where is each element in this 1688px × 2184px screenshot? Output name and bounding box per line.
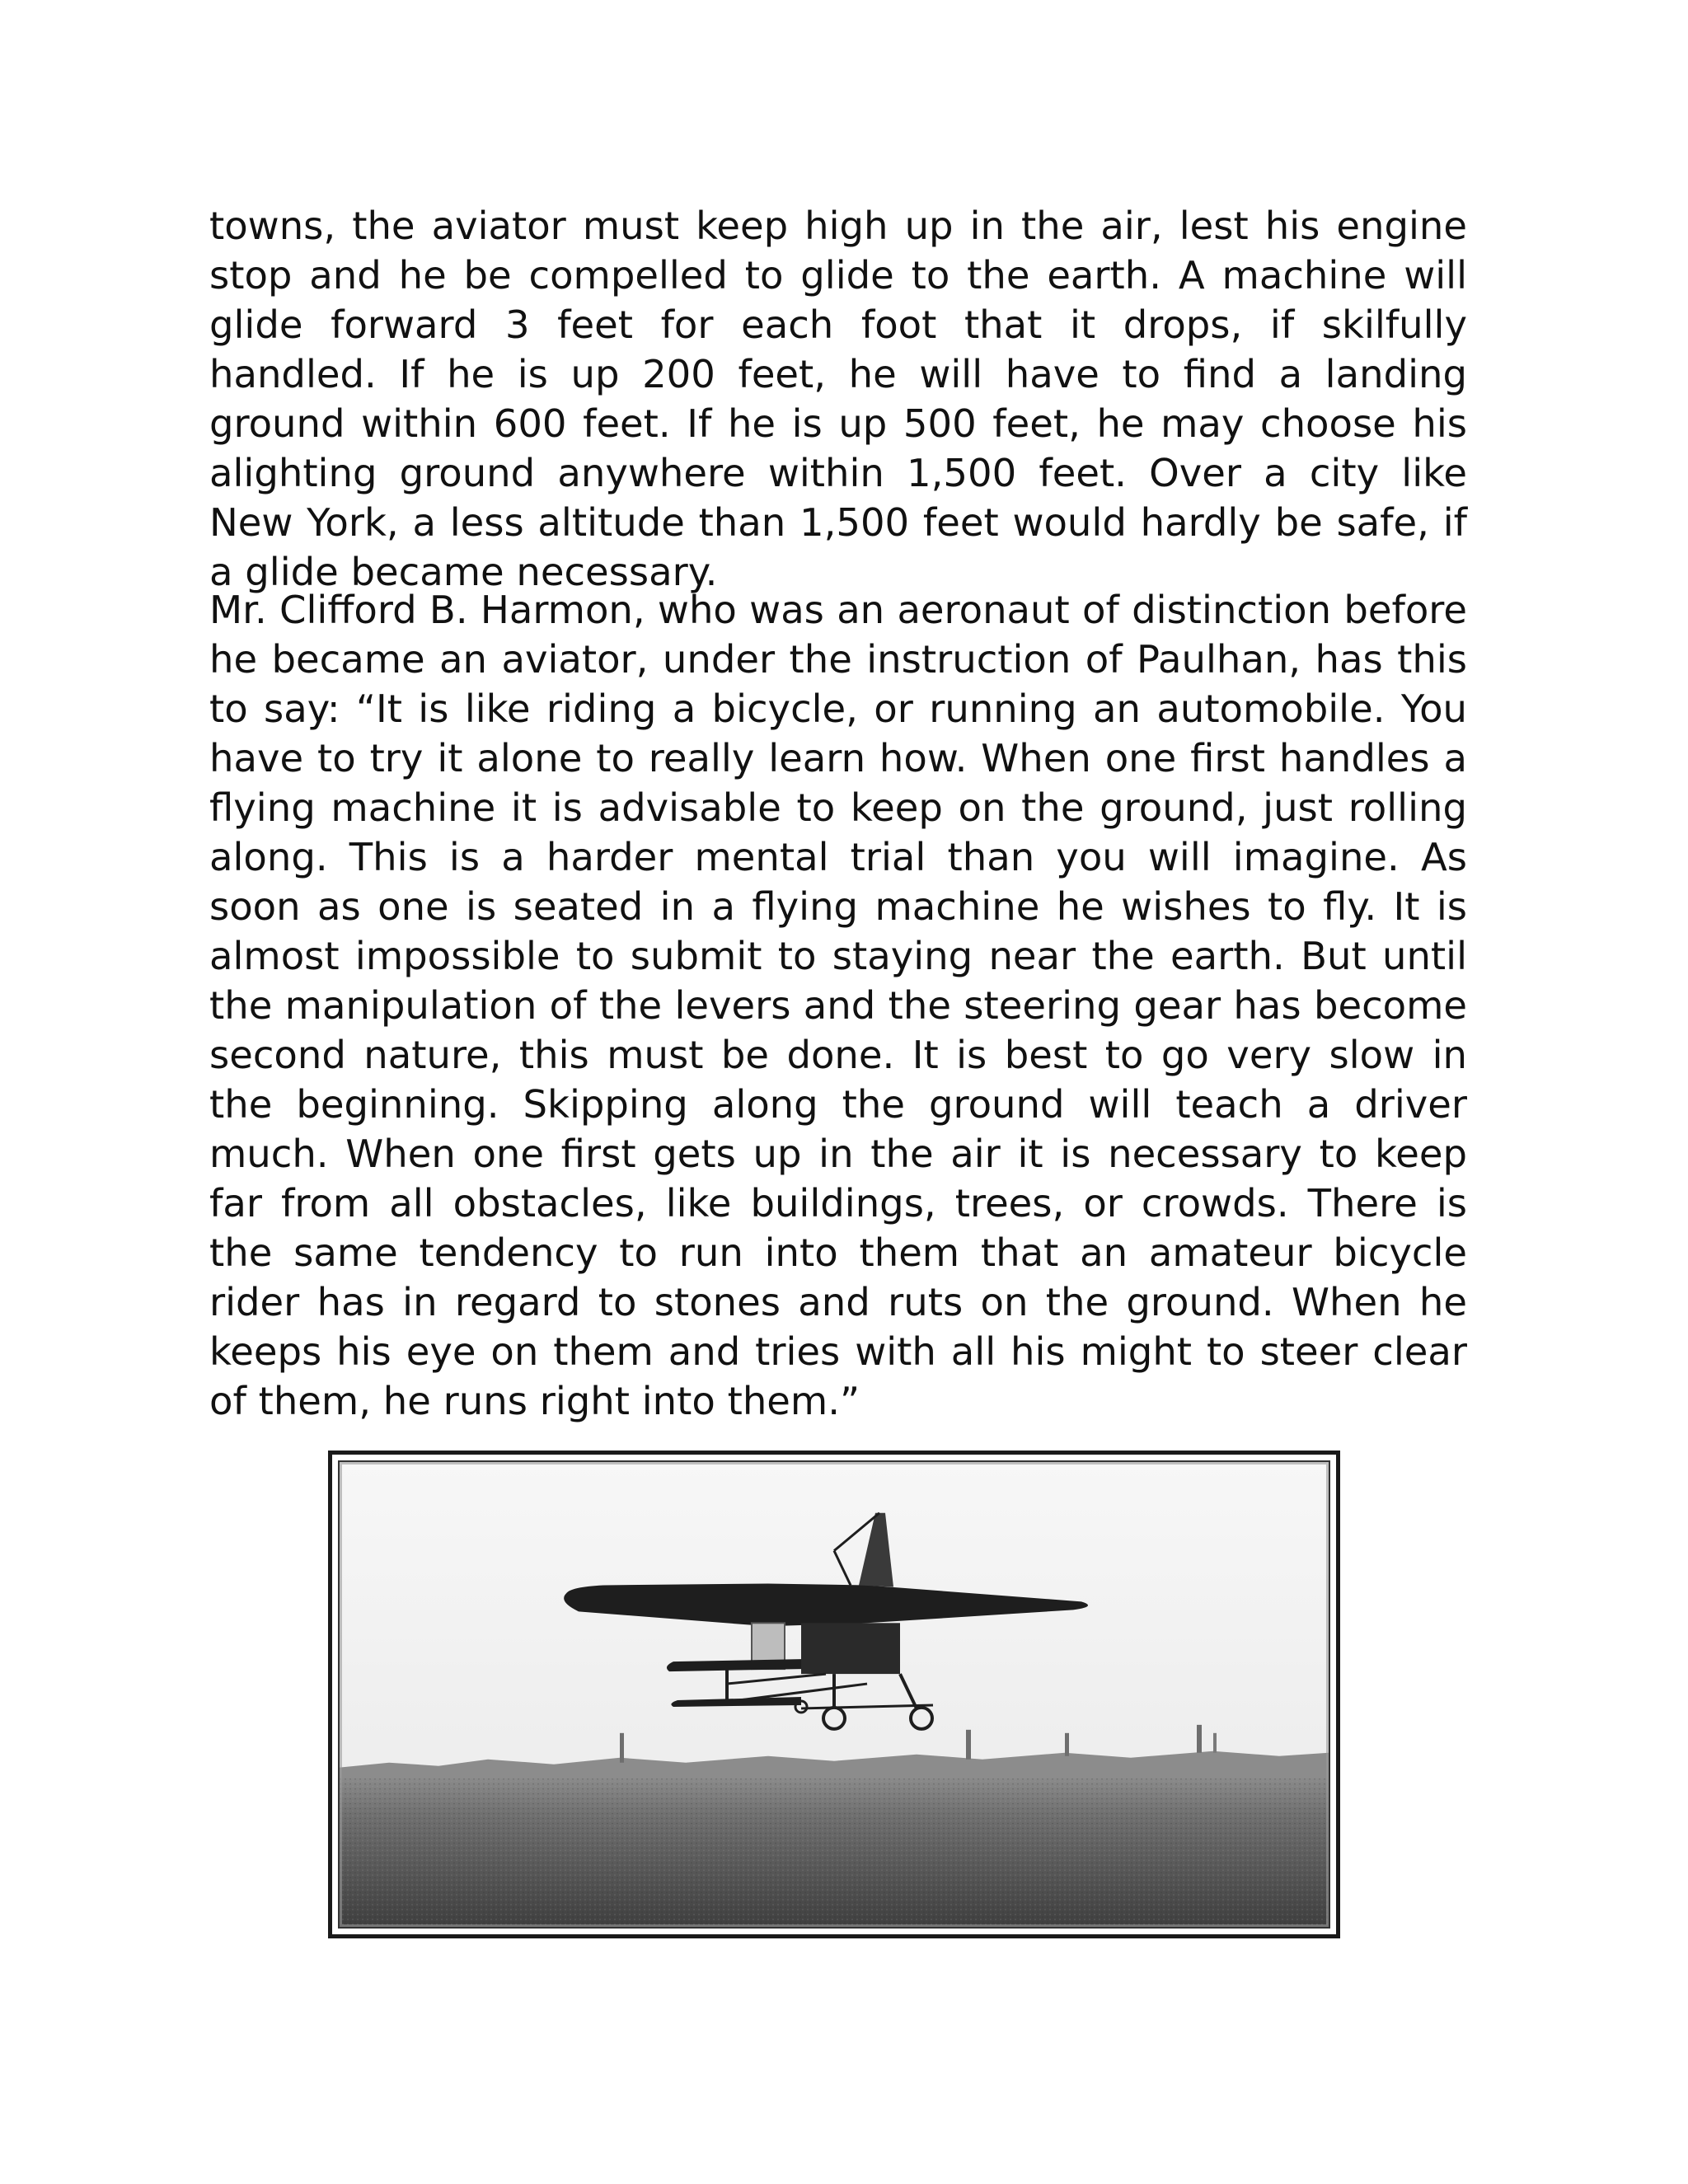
body-paragraph-1: towns, the aviator must keep high up in the air, lest his engine stop and he be compelled to glide to the earth. A machine will glide forward 3 feet for each foot that it drops, if skilfully handled. If he is up 200 feet, he will have to find a landing ground within 600 feet. If he is up 500 feet, he may choose his alighting ground anywhere within 1,500 feet. Over a city like New York, a less altitude than 1,500 feet would hardly be safe, if a glide became necessary. [209, 204, 1467, 594]
ground-texture [340, 1779, 1329, 1927]
monoplane-photo [340, 1462, 1329, 1927]
body-paragraph-2: Mr. Clifford B. Harmon, who was an aeronaut of distinction before he became an aviator, under the instruction of Paulhan, has this to say: “It is like riding a bicycle, or running an automobile. You have to try it alone to really learn how. When one first handles a flying machine it is advisable to keep on the ground, just rolling along. This is a harder mental trial than you will imagine. As soon as one is seated in a flying machine he wishes to fly. It is almost impossible to submit to staying near the earth. But until the manipulation of the levers and the steering gear has become second nature, this must be done. It is best to go very slow in the beginning. Skipping along the ground will teach a driver much. When one first gets up in the air it is necessary to keep far from all obstacles, like buildings, trees, or crowds. There is the same tendency to run into them that an amateur bicycle rider has in regard to stones and ruts on the ground. When he keeps his eye on them and tries with all his might to steer clear of them, he runs right into them.” [209, 588, 1467, 1423]
photo-figure [328, 1451, 1340, 1938]
photo-frame [338, 1460, 1330, 1929]
